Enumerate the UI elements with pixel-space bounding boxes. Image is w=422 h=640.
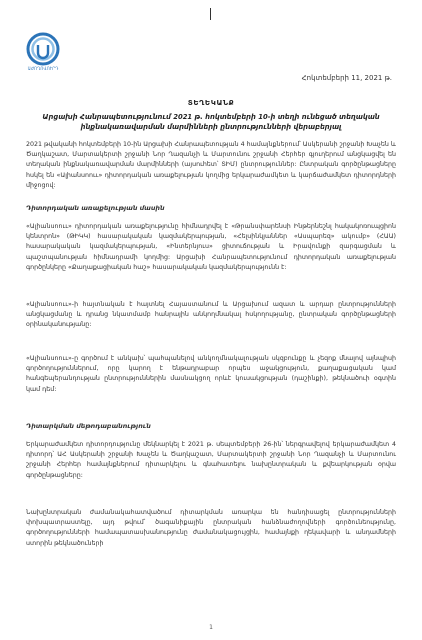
- methodology-paragraph-2: Նախընտրական ժամանակահատվածում դիտարկման առարկա են հանդիսացել ընտրությունների փոխպատրաստելը, այդ թվում՝ ծագանիքային ընտրական հանձնաժողովների գործունեությունը, գործողությունների համապատասխանությունը ժամանակացույցին, համայնքի ղեկավարի և անդամների ստորին թեկնածուների: [26, 509, 396, 547]
- organization-logo: [26, 32, 60, 66]
- methodology-paragraph-1: Երկարաժամկետ դիտորդությունը մեկնարկել է 2021 թ. սեպտեմբերի 26-ին՝ ներգրավելով երկարաժամկետ 4 դիտորդ՝ ԱՀ Ասկերանի շրջանի Խաչեն և Ծաղկաշատ, Մարտակերտի շրջանի Նոր Ղազանչի և Մարտունու շրջանի Հերհեր համայնքներում դիտարկելու և գնահատելու նախընտրական և քվեարկության օրվա գործընթացները:: [26, 441, 396, 479]
- section-heading-about: Դիտորդական առաքելության մասին: [26, 204, 165, 212]
- document-title: ՏԵՂԵԿԱՆՔ: [187, 98, 235, 107]
- logo-wordmark: ԱԺՈՂՈՎՈՒՐԴ: [27, 66, 59, 71]
- about-paragraph-2: «Ալիանսոոււ»-ի հայտնական է հայտնել Հայաստանում և Արցախում ազատ և արդար ընտրությունների անցկացմանը և դրանց նկատմամբ հանրային անկողմնակալ հսկողությանը, ընտրական գործընթացների օրինականությանը:: [26, 301, 396, 329]
- about-paragraph-1: «Ալիանսոոււ» դիտորդական առաքելությունը հիմնադրվել է «Թրանսփարենսի Ինթերնեշնլ հակակոռուպցիոն կենտրոն» (ԹԻԿԿ) հասարակական կազմակերպության, «Հելսինկյաններ «Ասպարեզ» ակումբ» (ՀԱԱ) հասարակական կազմակերպության, «Ինտերնյուս» ցիտուճության և Իրավունքի զարգացման և պաշտպանության հիմնադրամի կողմից: Արցախի Հանրապետությունում դիտորդական առաքելության գործընկերը «Քաղաքացիական հաշ» հասարակական կազմակերպությունն է:: [26, 223, 396, 271]
- about-paragraph-3: «Ալիանսոոււ»-ը գործում է անկախ՝ պահպանելով անկողմնակալության սկզբունքը և չեզոք մնալով այնպիսի գործողություններում, որը կարող է ենթադրաբար որպես աջակցություն, քաղաքացական կամ հանգեպերանդության ընտրություններին մասնակցող որևէ կուսակցության (դաշինքի), թեկնածուի օգտին կամ դեմ:: [26, 355, 396, 393]
- document-subtitle: Արցախի Հանրապետությունում 2021 թ. հոկտեմբերի 10-ի տեղի ունեցած տեղական ինքնակառավարման մարմինների ընտրությունների վերաբերյալ: [42, 113, 380, 131]
- text-cursor: [210, 8, 211, 20]
- intro-paragraph: 2021 թվականի հոկտեմբերի 10-ին Արցախի Հանրապետության 4 համայնքներում՝ Ասկերանի շրջանի Խաչեն և Ծաղկաշատ, Մարտակերտի շրջանի Նոր Ղազանչի և Մարտունու շրջանի Հերհեր գյուղերում անցկացվել են տեղական ինքնակառավարման մարմինների (այսուհետ՝ ՏԻՄ) ընտրություններ: Ընտրական գործընթացները հսկել են «Ալիանսոոււ» դիտորդական առաքելության կողմից երկարաժամկետ և կարճաժամկետ դիտորդների միջոցով:: [26, 141, 396, 189]
- section-heading-methodology: Դիտարկման մեթոդաբանություն: [26, 422, 151, 430]
- document-date: Հոկտեմբերի 11, 2021 թ.: [301, 74, 392, 82]
- page-number: 1: [209, 624, 213, 631]
